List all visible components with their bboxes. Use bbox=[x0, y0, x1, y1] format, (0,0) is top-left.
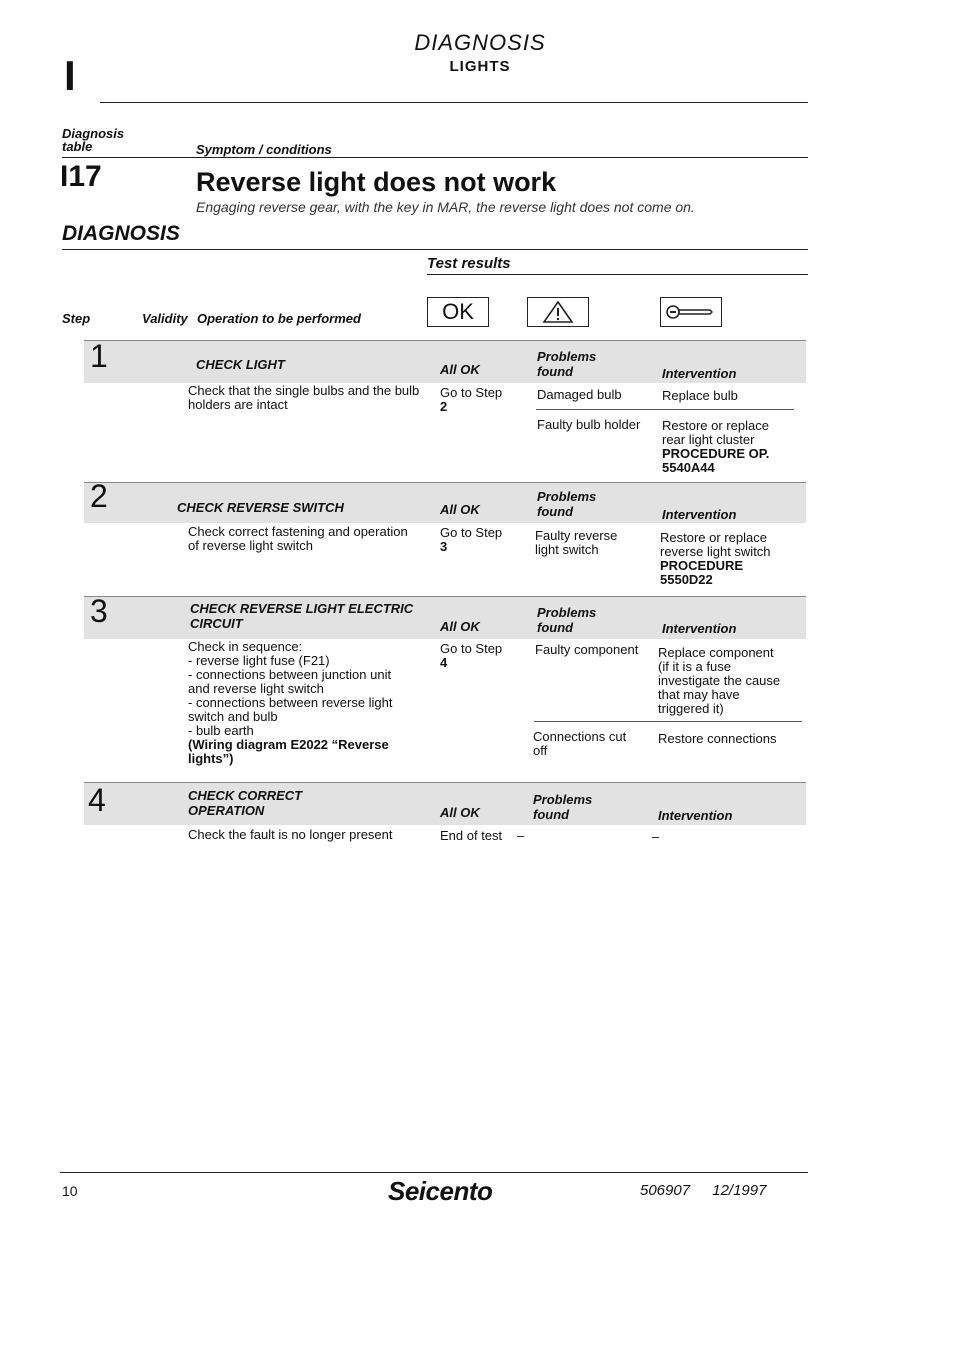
step-number: 3 bbox=[90, 593, 108, 629]
step-title: CHECK REVERSE LIGHT ELECTRIC CIRCUIT bbox=[190, 601, 414, 631]
intervention-label: Intervention bbox=[658, 808, 733, 823]
intervention-label: Intervention bbox=[662, 507, 737, 522]
all-ok-result: Go to Step 4 bbox=[440, 641, 503, 670]
problem-text: Connections cut off bbox=[533, 729, 627, 758]
all-ok-label: All OK bbox=[440, 362, 480, 377]
problem-text: Damaged bulb bbox=[537, 387, 622, 402]
step-number: 1 bbox=[90, 338, 108, 374]
intervention-text: Replace component (if it is a fuse investigate the cause that may have triggered it) bbox=[658, 645, 781, 716]
problems-found-label: Problems found bbox=[537, 349, 597, 379]
all-ok-result: End of test bbox=[440, 828, 503, 843]
symptom-conditions-label: Symptom / conditions bbox=[196, 142, 332, 157]
problems-found-label: Problems found bbox=[533, 792, 593, 822]
brand-logo: Seicento bbox=[388, 1176, 493, 1206]
test-results-rule bbox=[427, 274, 808, 275]
page-header-subtitle: LIGHTS bbox=[449, 58, 511, 75]
intervention-label: Intervention bbox=[662, 366, 737, 381]
row-divider bbox=[534, 721, 802, 722]
problem-text: – bbox=[517, 828, 525, 843]
wrench-shape-icon bbox=[664, 302, 718, 322]
page-header-title: DIAGNOSIS bbox=[414, 30, 546, 55]
operation-text: Check in sequence: - reverse light fuse (F21) - connections between junction unit and reverse light switch - connections between reverse light switch and bulb - bulb earth (Wiring diagram E2022 “Reverse lights”) bbox=[188, 639, 393, 766]
symptom-code: I17 bbox=[60, 160, 102, 193]
problems-found-label: Problems found bbox=[537, 605, 597, 635]
step-title: CHECK CORRECT OPERATION bbox=[188, 788, 303, 818]
intervention-text: – bbox=[652, 829, 660, 844]
all-ok-result: Go to Step 3 bbox=[440, 525, 503, 554]
step-title: CHECK REVERSE SWITCH bbox=[177, 500, 344, 515]
wrench-icon bbox=[660, 297, 722, 327]
step-number: 2 bbox=[90, 478, 108, 514]
intervention-text: Restore or replace rear light cluster PROCEDURE OP. 5540A44 bbox=[662, 418, 770, 475]
symptom-condition: Engaging reverse gear, with the key in MAR, the reverse light does not come on. bbox=[196, 199, 695, 215]
problem-text: Faulty bulb holder bbox=[537, 417, 641, 432]
diagnosis-rule bbox=[62, 249, 808, 250]
all-ok-result: Go to Step 2 bbox=[440, 385, 503, 414]
diagnosis-table-label: Diagnosis table bbox=[62, 126, 125, 154]
warning-icon bbox=[527, 297, 589, 327]
column-validity: Validity bbox=[142, 311, 188, 326]
problem-text: Faulty reverse light switch bbox=[535, 528, 618, 557]
intervention-text: Restore or replace reverse light switch PROCEDURE 5550D22 bbox=[660, 530, 771, 587]
doc-reference: 506907 12/1997 bbox=[640, 1182, 767, 1199]
all-ok-label: All OK bbox=[440, 502, 480, 517]
footer-rule bbox=[60, 1172, 808, 1173]
all-ok-label: All OK bbox=[440, 619, 480, 634]
intervention-text: Restore connections bbox=[658, 731, 777, 746]
row-divider bbox=[536, 409, 794, 410]
operation-text: Check that the single bulbs and the bulb holders are intact bbox=[188, 383, 420, 412]
intervention-label: Intervention bbox=[662, 621, 737, 636]
warning-triangle-icon bbox=[541, 300, 575, 324]
column-operation: Operation to be performed bbox=[197, 311, 361, 326]
column-step: Step bbox=[62, 311, 91, 326]
symptom-rule bbox=[62, 157, 808, 158]
all-ok-label: All OK bbox=[440, 805, 480, 820]
section-letter: I bbox=[64, 52, 76, 99]
problems-found-label: Problems found bbox=[537, 489, 597, 519]
problem-text: Faulty component bbox=[535, 642, 639, 657]
operation-text: Check the fault is no longer present bbox=[188, 827, 393, 842]
test-results-label: Test results bbox=[427, 255, 511, 272]
ok-icon bbox=[427, 297, 489, 327]
diagnosis-heading: DIAGNOSIS bbox=[62, 222, 180, 245]
header-rule bbox=[100, 102, 808, 103]
step-number: 4 bbox=[88, 782, 106, 818]
ok-icon-label: OK bbox=[442, 299, 474, 324]
operation-text: Check correct fastening and operation of reverse light switch bbox=[188, 524, 408, 553]
step-title: CHECK LIGHT bbox=[196, 357, 285, 372]
symptom-title: Reverse light does not work bbox=[196, 167, 557, 197]
page-number: 10 bbox=[62, 1183, 78, 1199]
intervention-text: Replace bulb bbox=[662, 388, 738, 403]
